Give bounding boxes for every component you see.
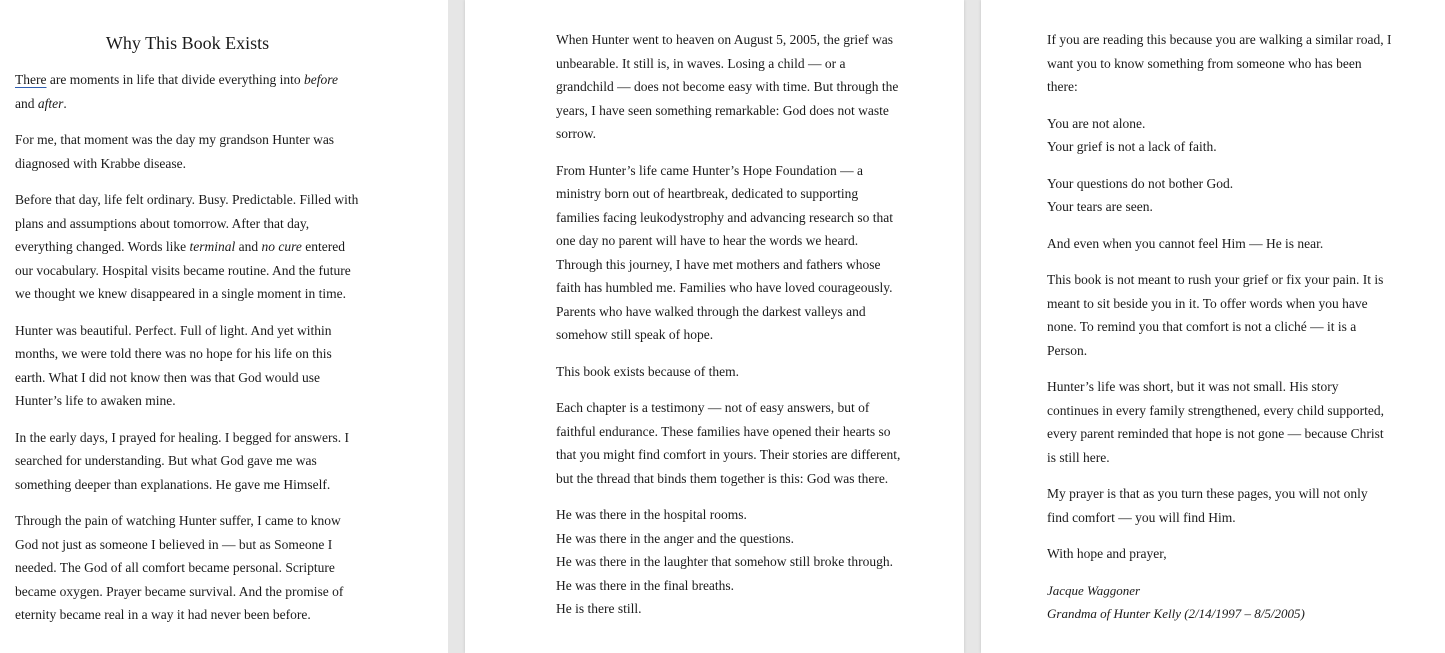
text-run: and: [235, 239, 262, 254]
text-run: .: [63, 95, 67, 111]
paragraph-lines: [1047, 172, 1392, 219]
paragraph: [15, 68, 360, 115]
text-run: entered our vocabulary. Hospital visits became routine. And the future we thought we knew disappeared in a single moment in time.: [15, 239, 351, 301]
text-run: and: [15, 95, 38, 111]
text-line: He is there still.: [556, 601, 642, 616]
italic-text: no cure: [261, 239, 302, 254]
italic-text: before: [304, 72, 339, 87]
text-line: Your questions do not bother God.: [1047, 175, 1234, 191]
paragraph: My prayer is that as you turn these pages, you will not only find comfort — you will find Him.: [1047, 486, 1368, 525]
text-line: Your tears are seen.: [1047, 199, 1153, 214]
spellcheck-underlined-word[interactable]: There: [15, 72, 47, 87]
paragraph: Each chapter is a testimony — not of easy answers, but of faithful endurance. These families have opened their hearts so that you might find comfort in yours. Their stories are different, but the thread that binds them together is this: God was there.: [556, 400, 901, 486]
text-line: Your grief is not a lack of faith.: [1047, 139, 1217, 154]
page-3-content: [1047, 28, 1392, 626]
paragraph: In the early days, I prayed for healing. I begged for answers. I searched for understanding. But what God gave me was something deeper than explanations. He gave me Himself.: [15, 429, 349, 492]
closing: With hope and prayer,: [1047, 546, 1167, 561]
document-page-1: [0, 0, 448, 653]
paragraph: If you are reading this because you are walking a similar road, I want you to know something from someone who has been there:: [1047, 32, 1392, 94]
page-1-content: [15, 30, 360, 640]
page-2-content: [556, 28, 901, 634]
paragraph: And even when you cannot feel Him — He is near.: [1047, 235, 1324, 251]
paragraph: Hunter’s life was short, but it was not small. His story continues in every family strengthened, every child supported, every parent reminded that hope is not gone — because Christ is still here.: [1047, 379, 1385, 465]
paragraph: From Hunter’s life came Hunter’s Hope Foundation — a ministry born out of heartbreak, dedicated to supporting families facing leukodystrophy and advancing research so that one day no parent will have to hear the words we heard. Through this journey, I have met mothers and fathers whose faith has humbled me. Families who have loved courageously. Parents who have walked through the darkest valleys and somehow still speak of hope.: [556, 162, 894, 342]
italic-text: terminal: [189, 239, 236, 254]
paragraph: This book exists because of them.: [556, 363, 739, 379]
paragraph: Through the pain of watching Hunter suffer, I came to know God not just as someone I believed in — but as Someone I needed. The God of all comfort became personal. Scripture became oxygen. Prayer became survival. And the promise of eternity became real in a way it had never been before.: [15, 513, 344, 622]
text-run: Before that day, life felt ordinary. Busy. Predictable. Filled with plans and assumptions about tomorrow. After that day, everything changed. Words like: [15, 192, 359, 254]
paragraph: This book is not meant to rush your grief or fix your pain. It is meant to sit beside you in it. To offer words when you have none. To remind you that comfort is not a cliché — it is a Person.: [1047, 272, 1384, 358]
text-line: You are not alone.: [1047, 115, 1146, 131]
paragraph-lines: [1047, 112, 1392, 159]
text-line: He was there in the final breaths.: [556, 577, 735, 593]
paragraph: Hunter was beautiful. Perfect. Full of light. And yet within months, we were told there was no hope for his life on this earth. What I did not know then was that God would use Hunter’s life to awaken mine.: [15, 322, 332, 408]
document-page-2: [465, 0, 964, 653]
paragraph: For me, that moment was the day my grandson Hunter was diagnosed with Krabbe disease.: [15, 132, 335, 171]
paragraph: When Hunter went to heaven on August 5, 2005, the grief was unbearable. It still is, in waves. Losing a child — or a grandchild — does not become easy with time. But through the years, I have seen something remarkable: God does not waste sorrow.: [556, 32, 899, 141]
signature-name: Jacque Waggoner: [1047, 582, 1141, 598]
signature-line: Grandma of Hunter Kelly (2/14/1997 – 8/5/2005): [1047, 606, 1305, 621]
text-run: are moments in life that divide everything into: [46, 72, 305, 87]
italic-text: after: [37, 95, 64, 111]
paragraph: [15, 188, 360, 306]
text-line: He was there in the hospital rooms.: [556, 507, 747, 522]
document-title: Why This Book Exists: [105, 33, 270, 53]
text-line: He was there in the anger and the questions.: [556, 530, 795, 546]
document-page-3: [981, 0, 1445, 653]
text-line: He was there in the laughter that somehow still broke through.: [556, 554, 894, 569]
paragraph-lines: [556, 503, 901, 621]
